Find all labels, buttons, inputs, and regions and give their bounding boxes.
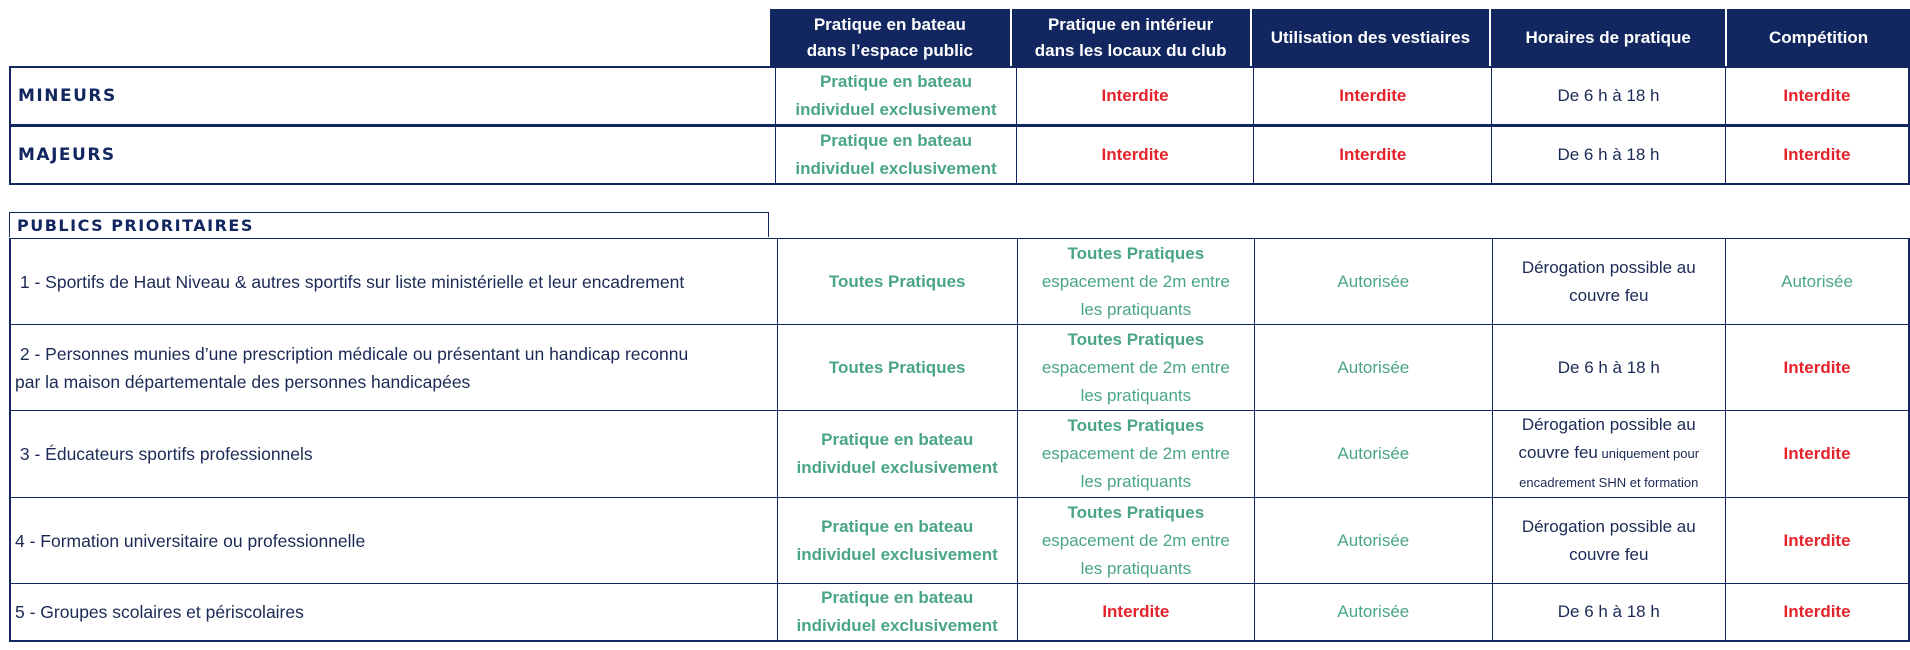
cell-public-space: Toutes Pratiques [777, 325, 1017, 411]
cell-schedule [1492, 411, 1726, 498]
table-row [10, 584, 1909, 642]
row-label-adults: MAJEURS [10, 126, 776, 185]
cell-public-space: Toutes Pratiques [777, 239, 1017, 325]
cell-indoor [1017, 325, 1255, 411]
cell-competition: Interdite [1726, 325, 1909, 411]
cell-changing-rooms: Interdite [1254, 67, 1492, 126]
cell-changing-rooms: Interdite [1254, 126, 1492, 185]
cell-competition: Interdite [1726, 584, 1909, 642]
cell-indoor [1017, 239, 1255, 325]
cell-changing-rooms: Autorisée [1255, 584, 1492, 642]
cell-schedule: De 6 h à 18 h [1492, 325, 1726, 411]
cell-public-space: Pratique en bateau individuel exclusivement [777, 498, 1017, 584]
cell-public-space: Pratique en bateau individuel exclusivement [777, 584, 1017, 642]
cell-competition: Autorisée [1726, 239, 1909, 325]
cell-indoor: Interdite [1017, 584, 1255, 642]
cell-competition: Interdite [1725, 126, 1909, 185]
cell-public-space: Pratique en bateau individuel exclusivement [776, 126, 1016, 185]
cell-changing-rooms: Autorisée [1255, 498, 1492, 584]
cell-indoor-title: Toutes Pratiques [1067, 416, 1205, 435]
cell-indoor [1017, 411, 1255, 498]
cell-indoor-note: espacement de 2m entre les pratiquants [1041, 444, 1230, 491]
cell-schedule-note-2: encadrement SHN et formation [1519, 475, 1699, 490]
header-changing-rooms: Utilisation des vestiaires [1251, 9, 1491, 66]
cell-schedule: Dérogation possible au couvre feu [1492, 498, 1726, 584]
cell-schedule: De 6 h à 18 h [1492, 584, 1726, 642]
row-label: 2 - Personnes munies d’une prescription médicale ou présentant un handicap reconnu par la maison départementale des personnes handicapées [10, 325, 777, 411]
cell-indoor-note: espacement de 2m entre les pratiquants [1041, 357, 1230, 405]
cell-schedule: De 6 h à 18 h [1492, 126, 1726, 185]
priority-section-title: PUBLICS PRIORITAIRES [9, 212, 769, 237]
cell-indoor: Interdite [1016, 126, 1254, 185]
cell-indoor [1017, 498, 1255, 584]
cell-schedule-main: Dérogation possible au couvre feu [1518, 415, 1696, 462]
cell-schedule: De 6 h à 18 h [1492, 67, 1726, 126]
header-competition: Compétition [1726, 9, 1910, 66]
cell-changing-rooms: Autorisée [1255, 325, 1492, 411]
header-schedule: Horaires de pratique [1490, 9, 1726, 66]
age-rules-table [9, 66, 1910, 185]
row-label-minors: MINEURS [10, 67, 776, 126]
cell-competition: Interdite [1726, 498, 1909, 584]
row-label: 3 - Éducateurs sportifs professionnels [10, 411, 777, 498]
header-indoor: Pratique en intérieur dans les locaux du club [1011, 9, 1251, 66]
cell-competition: Interdite [1726, 411, 1909, 498]
cell-schedule: Dérogation possible au couvre feu [1492, 239, 1726, 325]
cell-competition: Interdite [1725, 67, 1909, 126]
row-label: 5 - Groupes scolaires et périscolaires [10, 584, 777, 642]
header-blank [9, 9, 770, 66]
cell-changing-rooms: Autorisée [1255, 411, 1492, 498]
row-label: 1 - Sportifs de Haut Niveau & autres sportifs sur liste ministérielle et leur encadrement [10, 239, 777, 325]
cell-indoor: Interdite [1016, 67, 1254, 126]
cell-indoor-note: espacement de 2m entre les pratiquants [1041, 271, 1230, 319]
header-public-space: Pratique en bateau dans l’espace public [770, 9, 1011, 66]
table-row [10, 67, 1909, 126]
row-label: 4 - Formation universitaire ou professionnelle [10, 498, 777, 584]
priority-rules-table [9, 238, 1910, 642]
column-header-row [9, 9, 1910, 66]
cell-indoor-note: espacement de 2m entre les pratiquants [1041, 530, 1230, 578]
table-row [10, 498, 1909, 584]
cell-public-space: Pratique en bateau individuel exclusivement [776, 67, 1016, 126]
table-row [10, 239, 1909, 325]
table-row [10, 126, 1909, 185]
cell-indoor-title: Toutes Pratiques [1067, 243, 1205, 263]
table-row [10, 411, 1909, 498]
cell-indoor-title: Toutes Pratiques [1067, 329, 1205, 349]
cell-schedule-note-1: uniquement pour [1597, 446, 1700, 461]
cell-public-space: Pratique en bateau individuel exclusivement [777, 411, 1017, 498]
table-row [10, 325, 1909, 411]
cell-changing-rooms: Autorisée [1255, 239, 1492, 325]
cell-indoor-title: Toutes Pratiques [1067, 502, 1205, 522]
